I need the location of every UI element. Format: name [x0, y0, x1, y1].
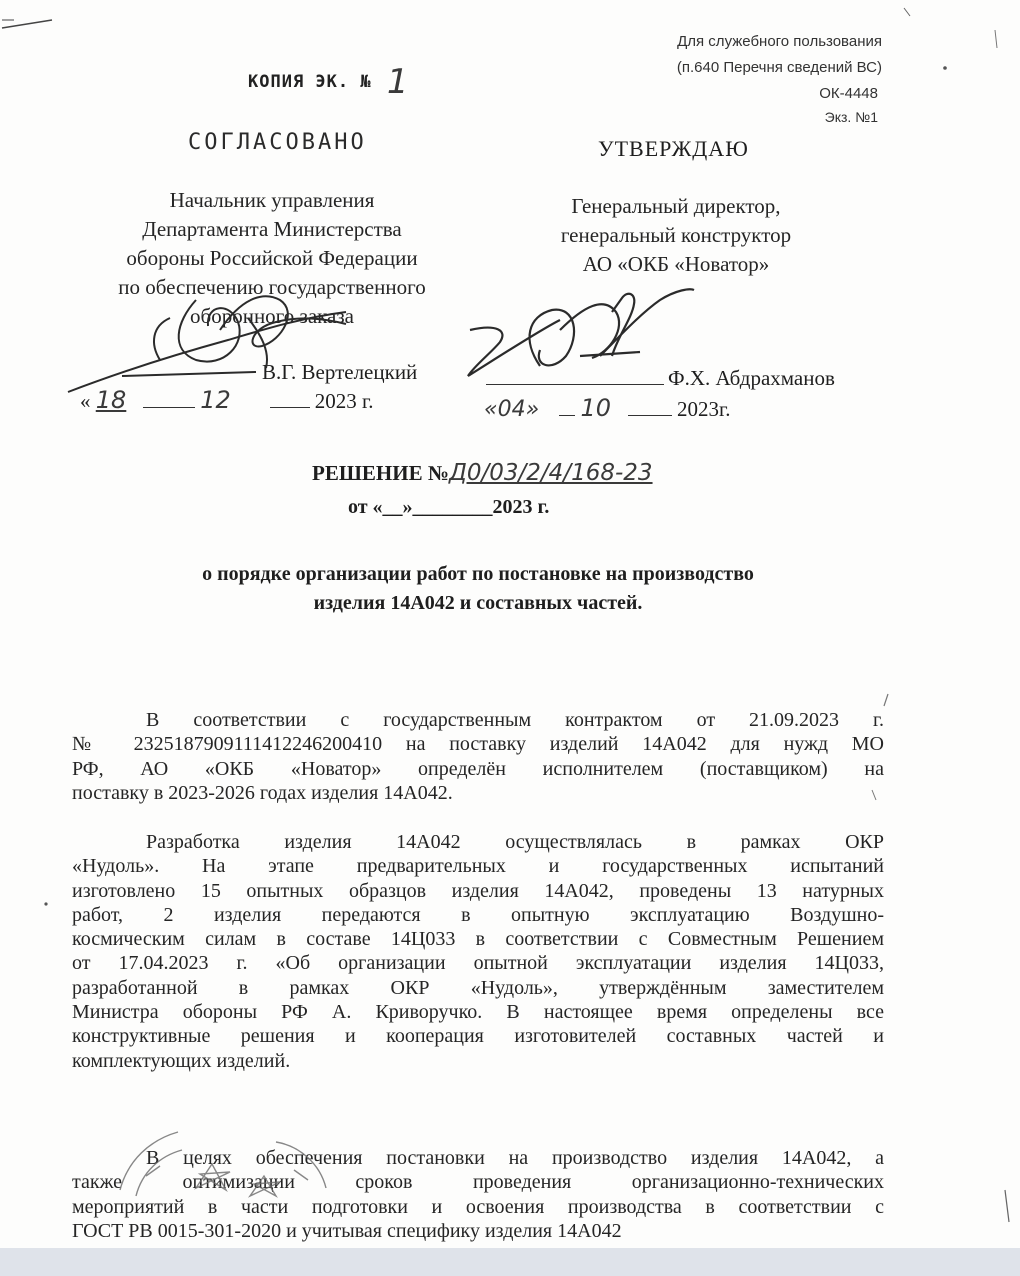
position-line: оборонного заказа	[190, 304, 354, 328]
body-line: ГОСТ РВ 0015-301-2020 и учитывая специфику изделия 14А042	[72, 1219, 622, 1242]
position-line: по обеспечению государственного	[118, 275, 426, 299]
body-line: Министра обороны РФ А. Криворучко. В настоящее время определены все	[72, 1001, 884, 1024]
approve-signatory-name: Ф.Х. Абдрахманов	[668, 366, 835, 390]
copy-stamp	[248, 56, 410, 102]
classification-line: (п.640 Перечня сведений ВС)	[676, 59, 882, 76]
position-line: генеральный конструктор	[560, 223, 792, 247]
approve-date	[484, 394, 731, 422]
approve-date-day: «04»	[484, 397, 540, 422]
body-line: РФ, АО «ОКБ «Новатор» определён исполнителем (поставщиком) на	[72, 757, 884, 780]
agreed-date-month: 12	[200, 386, 231, 414]
scan-mark	[995, 30, 997, 48]
decision-title	[312, 460, 653, 486]
body-line: разработанной в рамках ОКР «Нудоль», утверждённым заместителем	[72, 976, 884, 999]
viewer-bottom-bar	[0, 1248, 1020, 1276]
approve-date-year: 2023г.	[677, 397, 731, 421]
body-line: космическим силам в составе 14Ц033 в соответствии с Совместным Решением	[72, 928, 884, 951]
body-line: мероприятий в части подготовки и освоения производства в соответствии с	[72, 1195, 884, 1218]
body-line: № 2325187909111412246200410 на поставку изделий 14А042 для нужд МО	[72, 733, 884, 756]
body-line: работ, 2 изделия передаются в опытную эксплуатацию Воздушно-	[72, 903, 884, 926]
body-line: от 17.04.2023 г. «Об организации опытной эксплуатации изделия 14Ц033,	[72, 952, 884, 975]
body-line: «Нудоль». На этапе предварительных и государственных испытаний	[72, 855, 884, 878]
approve-position	[520, 192, 832, 279]
body-line: также оптимизации сроков проведения организационно-технических	[72, 1171, 884, 1194]
position-line: Департамента Министерства	[142, 217, 402, 241]
body-line: Разработка изделия 14А042 осуществлялась в рамках ОКР	[146, 831, 884, 853]
approve-title: УТВЕРЖДАЮ	[598, 136, 749, 161]
agreed-date-day: 18	[95, 386, 127, 414]
agreed-position	[92, 186, 452, 331]
signature-right	[468, 289, 694, 376]
decision-subject	[128, 560, 828, 618]
scan-mark	[943, 66, 947, 70]
position-line: АО «ОКБ «Новатор»	[582, 252, 770, 276]
position-line: Начальник управления	[169, 188, 375, 212]
position-line: Генеральный директор,	[571, 194, 781, 218]
body-line: изготовлено 15 опытных образцов изделия 14А042, проведены 13 натурных	[72, 879, 884, 902]
agreed-title: СОГЛАСОВАНО	[188, 130, 367, 155]
agreed-date-year: 2023 г.	[314, 389, 374, 413]
copy-number: Экз. №1	[824, 109, 878, 125]
body-paragraph-3	[72, 1146, 884, 1243]
body-line: поставку в 2023-2026 годах изделия 14А042.	[72, 781, 453, 804]
body-paragraph-2	[72, 830, 884, 1073]
body-line: комплектующих изделий.	[72, 1049, 291, 1072]
approve-date-month: 10	[580, 394, 612, 422]
scan-mark	[44, 902, 47, 905]
body-line: конструктивные решения и кооперация изготовителей составных частей и	[72, 1025, 884, 1048]
classification-line: Для служебного пользования	[677, 33, 882, 50]
scan-mark	[1005, 1190, 1009, 1222]
decision-number: Д0/03/2/4/168-23	[448, 460, 653, 486]
body-line: В целях обеспечения постановки на производство изделия 14А042, а	[146, 1147, 884, 1169]
date-quote: «	[80, 389, 91, 413]
registration-number: ОК-4448	[819, 85, 878, 102]
scan-mark	[2, 20, 52, 28]
agreed-date	[80, 386, 374, 414]
approve-signature-line	[486, 366, 835, 391]
decision-title-text: РЕШЕНИЕ №	[312, 461, 449, 485]
body-line: В соответствии с государственным контрактом от 21.09.2023 г.	[146, 709, 884, 731]
position-line: обороны Российской Федерации	[126, 246, 418, 270]
copy-stamp-handwritten: 1	[386, 62, 410, 102]
body-paragraph-1	[72, 708, 884, 805]
scan-mark	[884, 694, 888, 706]
copy-stamp-text: КОПИЯ ЭК. №	[248, 72, 372, 92]
subject-line: изделия 14А042 и составных частей.	[313, 592, 643, 614]
decision-date: от «__»________2023 г.	[348, 496, 550, 518]
subject-line: о порядке организации работ по постановке на производство	[202, 563, 754, 585]
scan-mark	[904, 8, 910, 16]
agreed-signatory-name: В.Г. Вертелецкий	[262, 360, 418, 384]
